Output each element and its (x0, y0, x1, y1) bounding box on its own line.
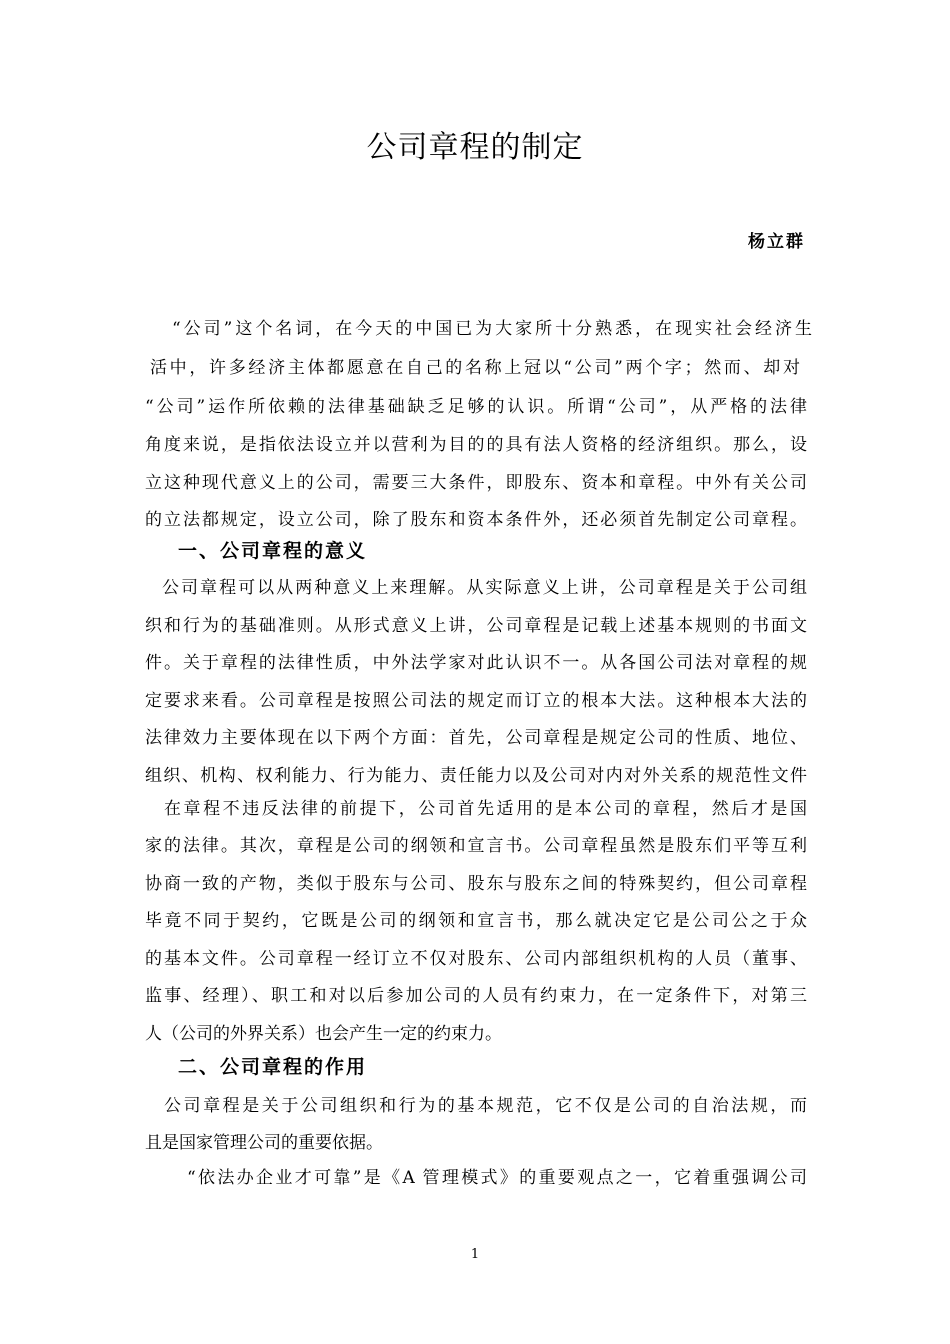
intro-line: 活中，许多经济主体都愿意在自己的名称上冠以“公司”两个字；然而、却对 (150, 358, 800, 378)
section-heading: 二、公司章程的作用 (178, 1056, 368, 1078)
intro-line: “公司”这个名词，在今天的中国已为大家所十分熟悉，在现实社会经济生 (172, 319, 812, 339)
document-title: 公司章程的制定 (366, 130, 584, 165)
section-line: 法律效力主要体现在以下两个方面：首先，公司章程是规定公司的性质、地位、 (145, 728, 807, 748)
intro-line: 角度来说，是指依法设立并以营利为目的的具有法人资格的经济组织。那么，设 (145, 435, 807, 455)
author-name: 杨立群 (748, 232, 805, 252)
section-line: 在章程不违反法律的前提下，公司首先适用的是本公司的章程，然后才是国 (164, 799, 807, 819)
section-line: 监事、经理）、职工和对以后参加公司的人员有约束力，在一定条件下，对第三 (145, 986, 807, 1006)
section-line: 人（公司的外界关系）也会产生一定的约束力。 (145, 1024, 502, 1044)
section-line: 且是国家管理公司的重要依据。 (145, 1133, 383, 1153)
section-line: 织和行为的基础准则。从形式意义上讲，公司章程是记载上述基本规则的书面文 (145, 616, 807, 636)
section-line: 毕竟不同于契约，它既是公司的纲领和宣言书，那么就决定它是公司公之于众 (145, 911, 807, 931)
intro-line: 的立法都规定，设立公司，除了股东和资本条件外，还必须首先制定公司章程。 (145, 510, 807, 530)
section-line: 的基本文件。公司章程一经订立不仅对股东、公司内部组织机构的人员（董事、 (145, 949, 807, 969)
section-line: “依法办企业才可靠”是《A 管理模式》的重要观点之一，它着重强调公司 (187, 1168, 807, 1188)
intro-line: “公司”运作所依赖的法律基础缺乏足够的认识。所谓“公司”，从严格的法律 (145, 397, 807, 417)
section-line: 协商一致的产物，类似于股东与公司、股东与股东之间的特殊契约，但公司章程 (145, 874, 807, 894)
section-line: 家的法律。其次，章程是公司的纲领和宣言书。公司章程虽然是股东们平等互利 (145, 836, 807, 856)
section-line: 组织、机构、权利能力、行为能力、责任能力以及公司对内对外关系的规范性文件 (145, 766, 807, 786)
intro-line: 立这种现代意义上的公司，需要三大条件，即股东、资本和章程。中外有关公司 (145, 473, 807, 493)
section-line: 公司章程可以从两种意义上来理解。从实际意义上讲，公司章程是关于公司组 (162, 578, 807, 598)
page-number: 1 (470, 1247, 480, 1262)
section-heading: 一、公司章程的意义 (178, 540, 368, 562)
section-line: 公司章程是关于公司组织和行为的基本规范，它不仅是公司的自治法规，而 (164, 1096, 807, 1116)
section-line: 定要求来看。公司章程是按照公司法的规定而订立的根本大法。这种根本大法的 (145, 691, 807, 711)
section-line: 件。关于章程的法律性质，中外法学家对此认识不一。从各国公司法对章程的规 (145, 653, 807, 673)
